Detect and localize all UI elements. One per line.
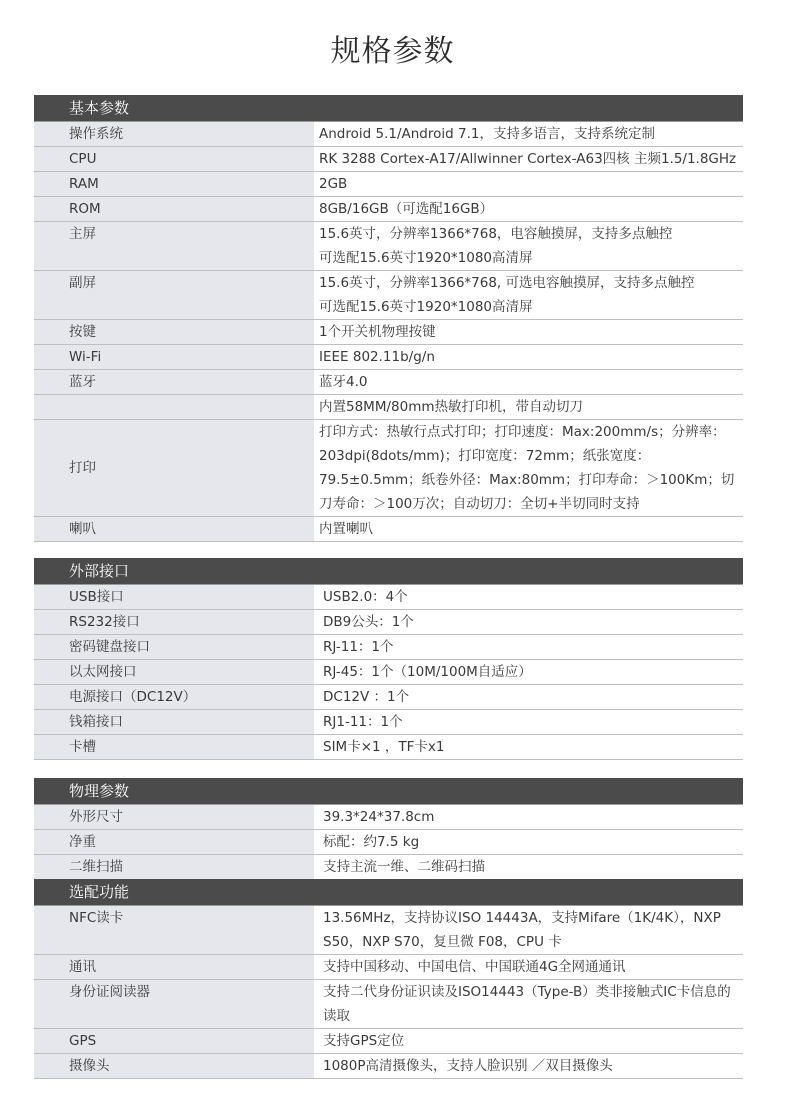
value-line: 内置58MM/80mm热敏打印机，带自动切刀 <box>319 399 584 415</box>
spec-row-weight <box>34 830 743 855</box>
row-value <box>316 320 743 344</box>
spec-row-id-reader <box>34 980 743 1029</box>
spec-row-speaker <box>34 517 743 542</box>
row-label: 蓝牙 <box>34 370 316 394</box>
row-label: GPS <box>34 1029 316 1053</box>
value-line: 支持主流一维、二维码扫描 <box>323 859 485 875</box>
row-value <box>316 517 743 541</box>
value-line: IEEE 802.11b/g/n <box>319 349 435 365</box>
spec-row-camera <box>34 1054 743 1079</box>
spec-row-main-screen <box>34 222 743 271</box>
row-value <box>316 660 743 684</box>
row-value <box>316 805 743 829</box>
value-line: 8GB/16GB（可选配16GB） <box>319 201 494 217</box>
row-label: 按键 <box>34 320 316 344</box>
row-label: RS232接口 <box>34 610 316 634</box>
spec-row-scanner <box>34 855 743 880</box>
row-label: 主屏 <box>34 222 316 270</box>
spec-row-card-slot <box>34 735 743 760</box>
row-value <box>316 906 743 954</box>
value-line: RJ-45：1个（10M/100M自适应） <box>323 664 532 680</box>
row-value <box>316 685 743 709</box>
spec-row-comms <box>34 955 743 980</box>
spec-row-nfc <box>34 906 743 955</box>
value-line: DC12V ：1个 <box>323 689 410 705</box>
section-header: 选配功能 <box>34 879 743 906</box>
row-value <box>316 271 743 319</box>
section-basic-params <box>34 95 743 542</box>
spec-row-ram <box>34 172 743 197</box>
value-line: 15.6英寸，分辨率1366*768，电容触摸屏，支持多点触控 <box>319 226 673 242</box>
value-line: 刀寿命：＞100万次；自动切刀：全切+半切同时支持 <box>319 496 640 512</box>
section-header: 基本参数 <box>34 95 743 122</box>
value-line: S50，NXP S70，复旦微 F08，CPU 卡 <box>323 934 562 950</box>
row-label: ROM <box>34 197 316 221</box>
row-label: 喇叭 <box>34 517 316 541</box>
row-value <box>316 1054 743 1078</box>
row-label: 二维扫描 <box>34 855 316 879</box>
row-label: 副屏 <box>34 271 316 319</box>
row-value <box>316 197 743 221</box>
value-line: Android 5.1/Android 7.1，支持多语言，支持系统定制 <box>319 126 655 142</box>
row-label: RAM <box>34 172 316 196</box>
value-line: 支持二代身份证识读及ISO14443（Type-B）类非接触式IC卡信息的 <box>323 984 731 1000</box>
value-line: RJ1-11：1个 <box>323 714 403 730</box>
value-line: 可选配15.6英寸1920*1080高清屏 <box>319 299 533 315</box>
spec-row-os <box>34 122 743 147</box>
spec-row-bluetooth <box>34 370 743 395</box>
row-value <box>316 735 743 759</box>
spec-row-dimensions <box>34 805 743 830</box>
section-header: 物理参数 <box>34 778 743 805</box>
value-line: 15.6英寸，分辨率1366*768, 可选电容触摸屏，支持多点触控 <box>319 275 695 291</box>
row-value <box>316 710 743 734</box>
value-line: 2GB <box>319 176 348 192</box>
row-label: 电源接口（DC12V） <box>34 685 316 709</box>
row-label: CPU <box>34 147 316 171</box>
value-line: 标配：约7.5 kg <box>323 834 420 850</box>
value-line: 打印方式：热敏行点式打印；打印速度：Max:200mm/s；分辨率： <box>319 424 726 440</box>
row-value <box>316 980 743 1028</box>
row-label: NFC读卡 <box>34 906 316 954</box>
section-optional-features <box>34 879 743 1079</box>
row-label: 通讯 <box>34 955 316 979</box>
spec-row-ethernet <box>34 660 743 685</box>
section-physical-params <box>34 778 743 880</box>
row-label: USB接口 <box>34 585 316 609</box>
spec-row-print <box>34 420 743 517</box>
spec-row-printer-builtin <box>34 395 743 420</box>
value-line: 1个开关机物理按键 <box>319 324 436 340</box>
value-line: 内置喇叭 <box>319 521 373 537</box>
spec-row-rs232 <box>34 610 743 635</box>
value-line: DB9公头：1个 <box>323 614 414 630</box>
row-value <box>316 830 743 854</box>
value-line: 1080P高清摄像头，支持人脸识别 ／双目摄像头 <box>323 1058 613 1074</box>
spec-row-usb <box>34 585 743 610</box>
spec-row-cpu <box>34 147 743 172</box>
value-line: 支持GPS定位 <box>323 1033 405 1049</box>
row-value <box>316 420 743 516</box>
value-line: RJ-11：1个 <box>323 639 394 655</box>
section-header: 外部接口 <box>34 558 743 585</box>
spec-row-sub-screen <box>34 271 743 320</box>
spec-row-pinpad <box>34 635 743 660</box>
row-label: 净重 <box>34 830 316 854</box>
row-value <box>316 855 743 879</box>
value-line: SIM卡×1 ，TF卡x1 <box>323 739 445 755</box>
value-line: 可选配15.6英寸1920*1080高清屏 <box>319 250 533 266</box>
value-line: 13.56MHz，支持协议ISO 14443A，支持Mifare（1K/4K），NXP <box>323 910 721 926</box>
row-label: 钱箱接口 <box>34 710 316 734</box>
value-line: 79.5±0.5mm；纸卷外径：Max:80mm；打印寿命：＞100Km；切 <box>319 472 735 488</box>
spec-row-rom <box>34 197 743 222</box>
row-value <box>316 370 743 394</box>
row-label: 以太网接口 <box>34 660 316 684</box>
value-line: 读取 <box>323 1008 350 1024</box>
spec-row-gps <box>34 1029 743 1054</box>
spec-row-wifi <box>34 345 743 370</box>
value-line: 支持中国移动、中国电信、中国联通4G全网通通讯 <box>323 959 626 975</box>
page-title: 规格参数 <box>330 34 455 69</box>
row-label: Wi-Fi <box>34 345 316 369</box>
row-value <box>316 395 743 419</box>
row-value <box>316 222 743 270</box>
row-value <box>316 1029 743 1053</box>
value-line: 蓝牙4.0 <box>319 374 368 390</box>
spec-row-power <box>34 685 743 710</box>
row-value <box>316 172 743 196</box>
value-line: RK 3288 Cortex-A17/Allwinner Cortex-A63四核 主频1.5/1.8GHz <box>319 151 737 167</box>
spec-row-keys <box>34 320 743 345</box>
section-external-ports <box>34 558 743 760</box>
row-value <box>316 345 743 369</box>
row-value <box>316 610 743 634</box>
value-line: 203dpi(8dots/mm)；打印宽度：72mm；纸张宽度： <box>319 448 651 464</box>
row-label: 密码键盘接口 <box>34 635 316 659</box>
row-label: 操作系统 <box>34 122 316 146</box>
row-value <box>316 955 743 979</box>
row-value <box>316 635 743 659</box>
value-line: USB2.0：4个 <box>323 589 408 605</box>
row-value <box>316 122 743 146</box>
row-label <box>34 395 316 419</box>
row-label: 外形尺寸 <box>34 805 316 829</box>
row-value <box>316 147 743 171</box>
row-value <box>316 585 743 609</box>
row-label: 身份证阅读器 <box>34 980 316 1028</box>
row-label: 摄像头 <box>34 1054 316 1078</box>
spec-row-cashbox <box>34 710 743 735</box>
row-label: 卡槽 <box>34 735 316 759</box>
row-label: 打印 <box>34 420 316 516</box>
value-line: 39.3*24*37.8cm <box>323 809 435 825</box>
